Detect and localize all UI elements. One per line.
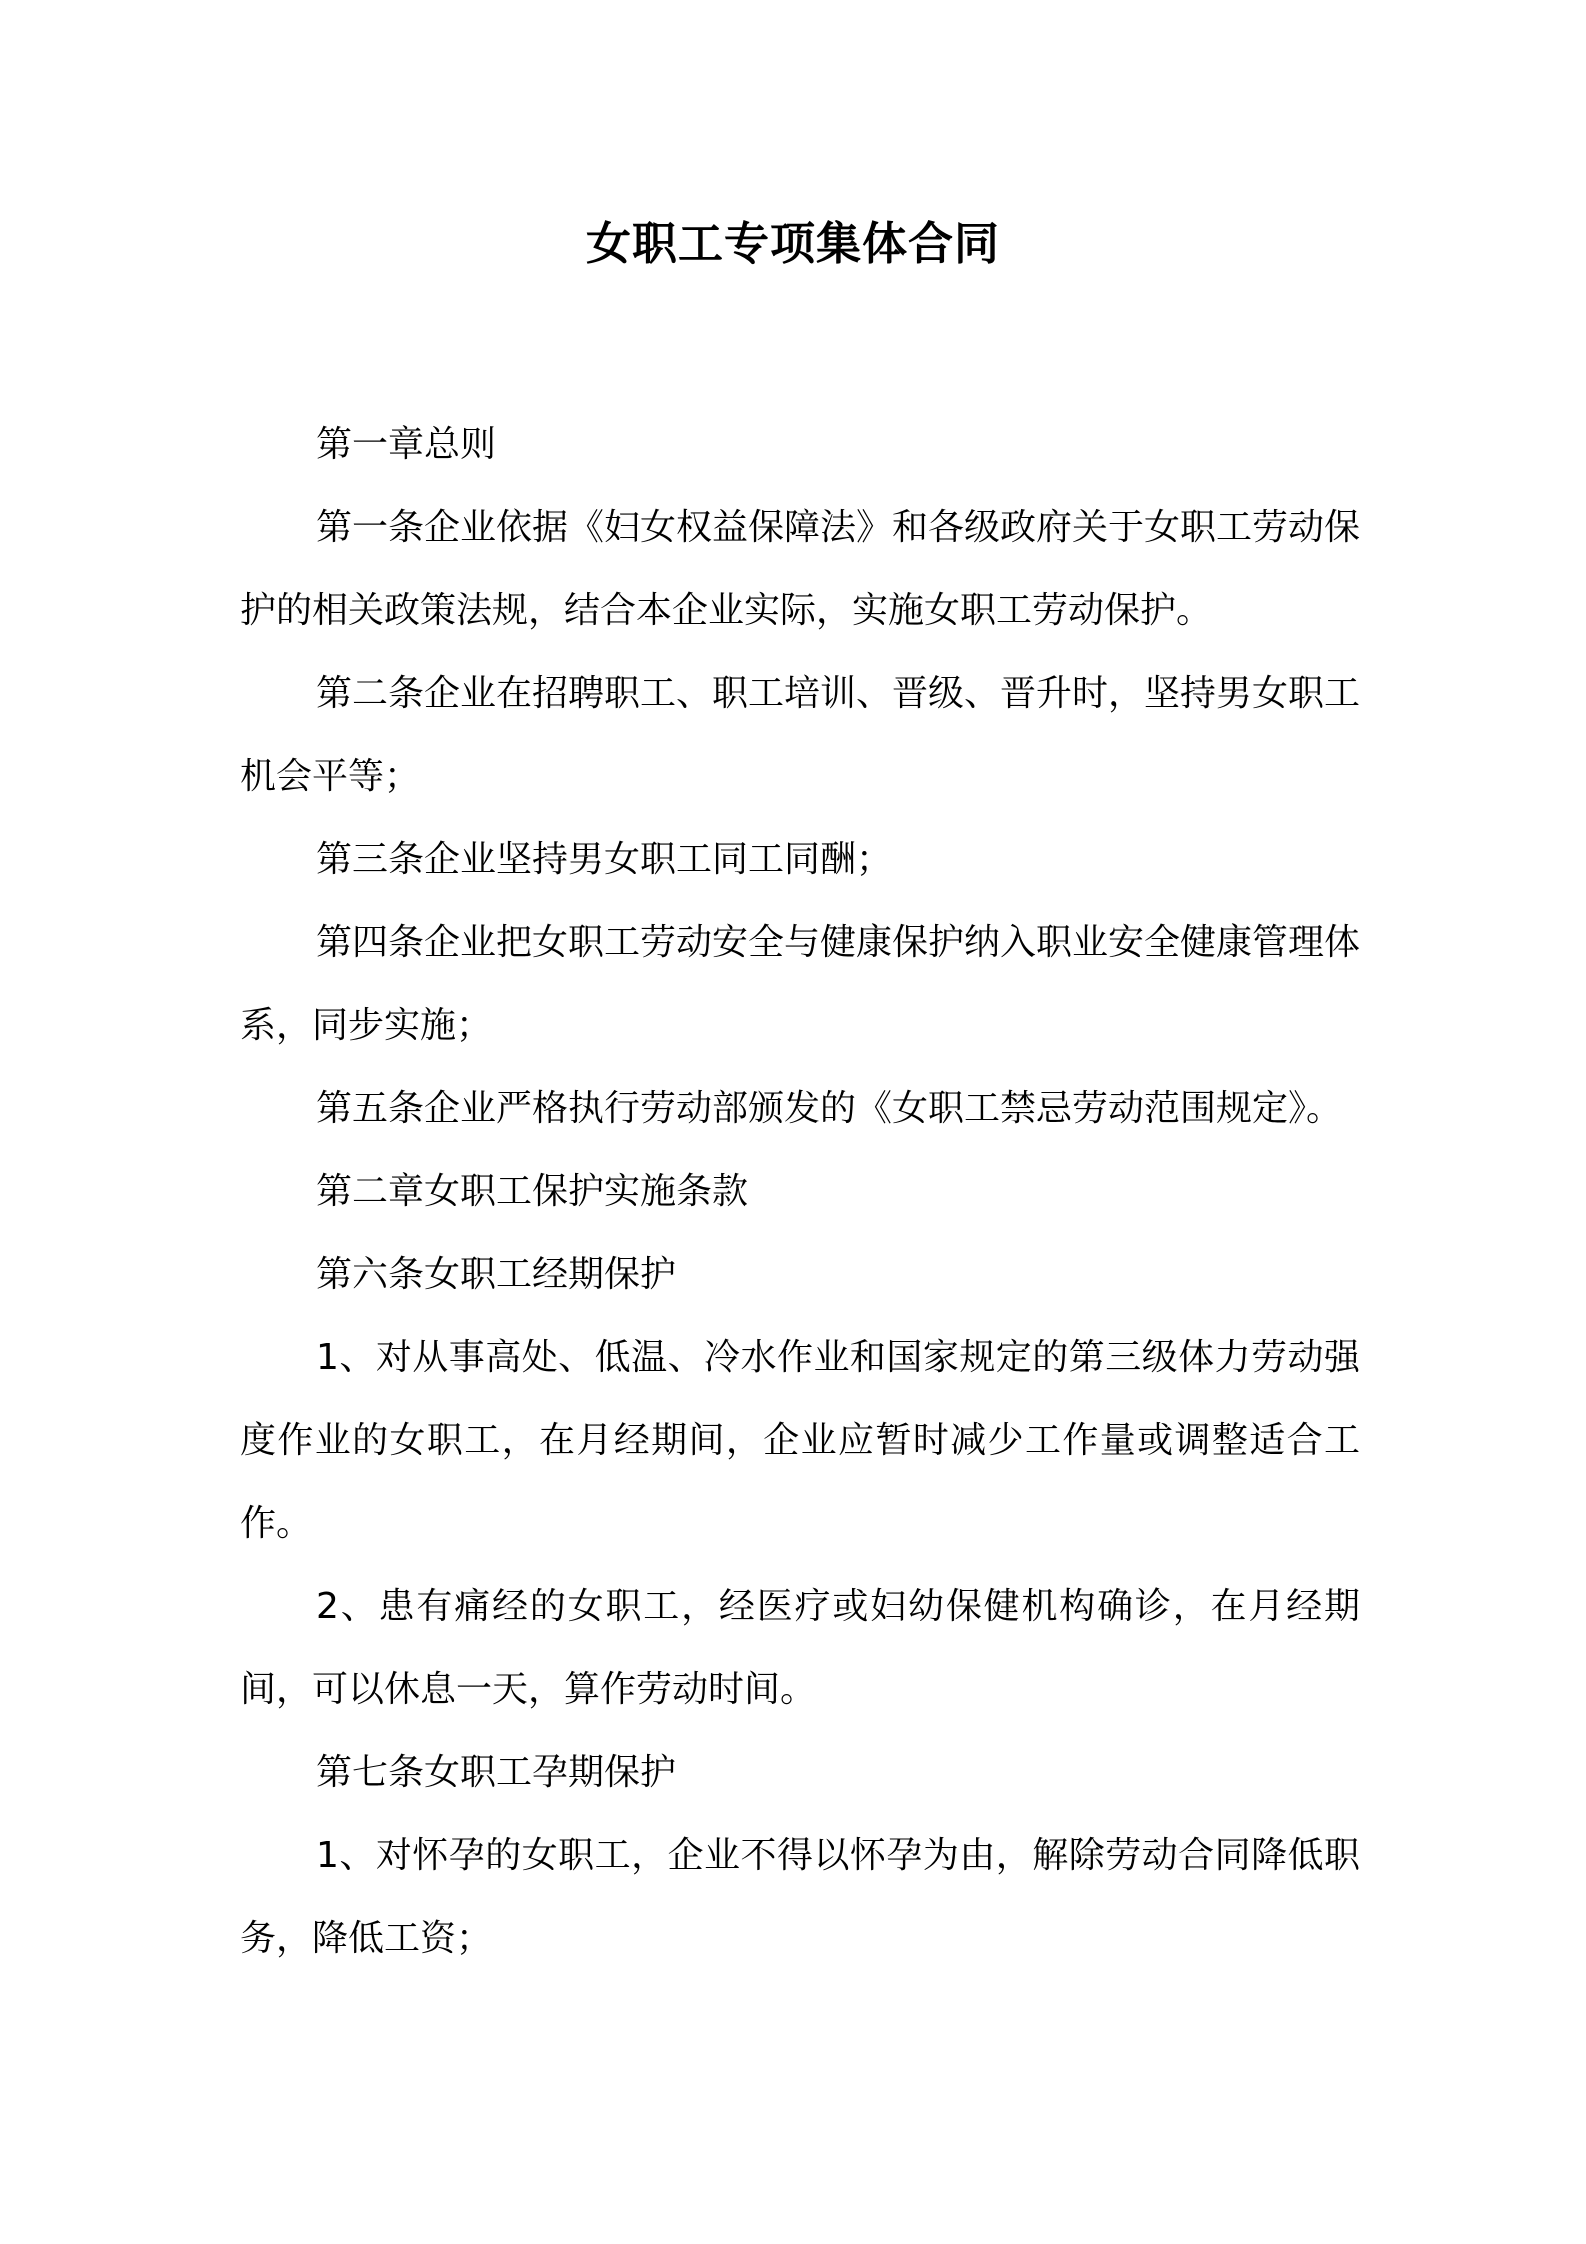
clause-paragraph: 1、对怀孕的女职工，企业不得以怀孕为由，解除劳动合同降低职务，降低工资； [240, 1835, 1360, 1959]
article-paragraph: 第二条企业在招聘职工、职工培训、晋级、晋升时，坚持男女职工机会平等； [240, 673, 1361, 797]
chapter-heading: 第二章女职工保护实施条款 [316, 1171, 749, 1212]
clause-paragraph: 1、对从事高处、低温、冷水作业和国家规定的第三级体力劳动强度作业的女职工，在月经期间，企业应暂时减少工作量或调整适合工作。 [240, 1337, 1360, 1544]
article-heading: 第六条女职工经期保护 [316, 1254, 677, 1295]
clause-paragraph: 2、患有痛经的女职工，经医疗或妇幼保健机构确诊，在月经期间，可以休息一天，算作劳动时间。 [240, 1586, 1360, 1710]
document-body [240, 403, 1360, 1980]
document-title: 女职工专项集体合同 [585, 217, 1000, 270]
article-heading: 第七条女职工孕期保护 [316, 1752, 677, 1793]
article-paragraph: 第一条企业依据《妇女权益保障法》和各级政府关于女职工劳动保护的相关政策法规，结合本企业实际，实施女职工劳动保护。 [240, 507, 1361, 631]
article-paragraph: 第四条企业把女职工劳动安全与健康保护纳入职业安全健康管理体系，同步实施； [240, 922, 1361, 1046]
article-paragraph: 第五条企业严格执行劳动部颁发的《女职工禁忌劳动范围规定》。 [316, 1088, 1343, 1129]
article-paragraph: 第三条企业坚持男女职工同工同酬； [316, 839, 893, 880]
chapter-heading: 第一章总则 [316, 424, 497, 465]
